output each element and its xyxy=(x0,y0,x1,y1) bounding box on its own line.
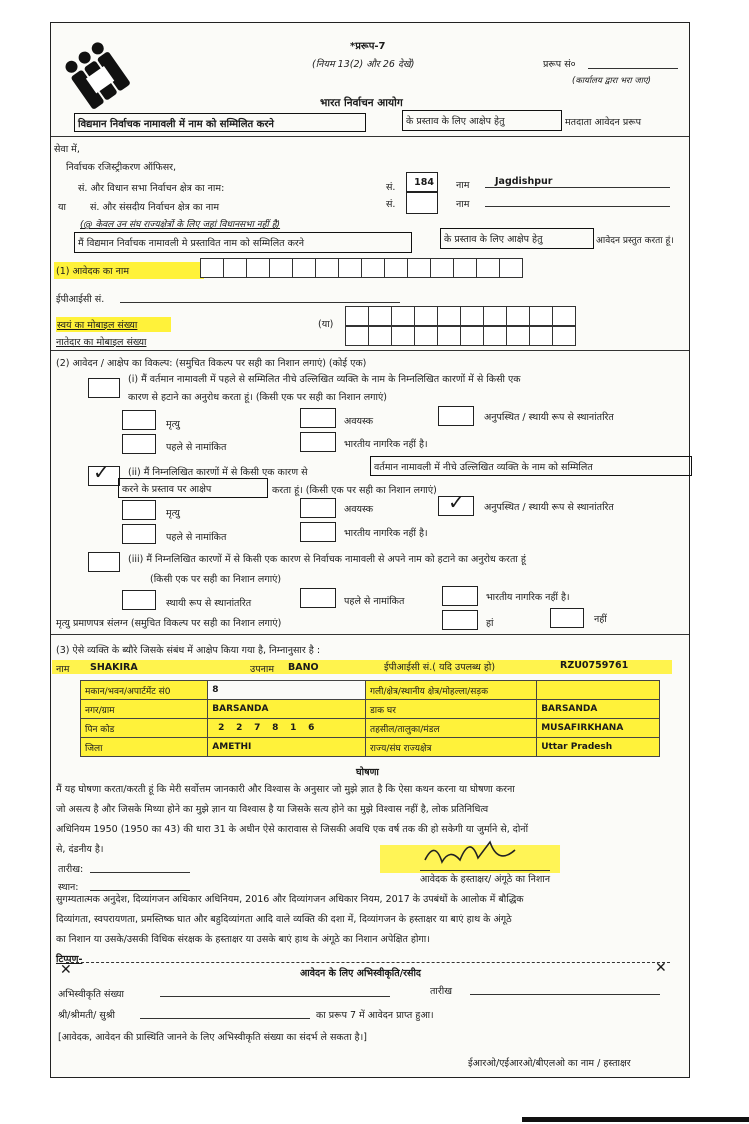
addressee-to: सेवा में, xyxy=(54,144,80,155)
option-2-text-b: वर्तमान नामावली में नीचे उल्लिखित व्यक्ति के नाम को सम्मिलित xyxy=(370,456,692,476)
person-heading: (3) ऐसे व्यक्ति के ब्यौरे जिसके संबंध में आक्षेप किया गया है, निम्नानुसार है : xyxy=(56,645,321,656)
receipt-date-label: तारीख xyxy=(430,986,452,997)
declaration-part3: आवेदन प्रस्तुत करता हूं। xyxy=(596,236,674,246)
pin-digit: 7 xyxy=(254,723,261,733)
death-cert-yes-label: हां xyxy=(486,618,494,629)
o1-minor-checkbox[interactable] xyxy=(300,408,336,428)
o1-already-checkbox[interactable] xyxy=(122,434,156,454)
death-cert-no-label: नहीं xyxy=(594,614,607,625)
o1-absent-label: अनुपस्थित / स्थायी रूप से स्थानांतरित xyxy=(484,412,614,423)
option-1-checkbox[interactable] xyxy=(88,378,120,398)
accessibility-line-1: सुगम्यतात्मक अनुदेश, दिव्यांगजन अधिकार अधिनियम, 2016 और दिव्यांगजन अधिकार नियम, 2017 के उपबंधों के आलोक में बौद्धिक xyxy=(56,894,524,905)
o3-already-label: पहले से नामांकित xyxy=(344,596,405,607)
street-value[interactable] xyxy=(537,681,660,700)
mobile-label: स्वयं का मोबाइल संख्या xyxy=(56,317,171,332)
tehsil-label: तहसील/तालुका/मंडल xyxy=(365,719,536,738)
parliament-name-field[interactable] xyxy=(485,206,670,207)
ack-no-label: अभिस्वीकृति संख्या xyxy=(58,989,124,1000)
option-3-text-2: (किसी एक पर सही का निशान लगाएं) xyxy=(150,574,282,585)
assembly-no-field[interactable]: 184 xyxy=(406,172,438,192)
pin-digit: 2 xyxy=(218,723,225,733)
declaration-part2: के प्रस्ताव के लिए आक्षेप हेतु xyxy=(440,228,594,249)
options-heading: (2) आवेदन / आक्षेप का विकल्प: (समुचित विकल्प पर सही का निशान लगाएं) (कोई एक) xyxy=(56,358,367,369)
post-label: डाक घर xyxy=(365,700,536,719)
parliament-name-label: नाम xyxy=(456,199,470,210)
pin-digit: 1 xyxy=(290,723,297,733)
declaration-line-1: मैं यह घोषणा करता/करती हूं कि मेरी सर्वोत्तम जानकारी और विश्वास के अनुसार जो मुझे ज्ञात है कि ऐसा कथन करना या घोषणा करना xyxy=(56,784,515,795)
commission-name: भारत निर्वाचन आयोग xyxy=(320,97,403,109)
declaration-line-3: अधिनियम 1950 (1950 का 43) की धारा 31 के अधीन ऐसे कारावास से जिसकी अवधि एक वर्ष तक की हो सकेगी या जुर्माने से, दोनों xyxy=(56,824,529,835)
district-label: जिला xyxy=(81,738,208,757)
divider xyxy=(51,136,689,137)
o1-death-checkbox[interactable] xyxy=(122,410,156,430)
state-label: राज्य/संघ राज्यक्षेत्र xyxy=(365,738,536,757)
o2-citizen-checkbox[interactable] xyxy=(300,522,336,542)
date-label: तारीख: xyxy=(58,864,84,875)
office-note: (कार्यालय द्वारा भरा जाए) xyxy=(572,76,651,86)
assembly-name-field[interactable]: Jagdishpur xyxy=(485,176,670,188)
accessibility-line-2: दिव्यांगता, स्वपरायणता, प्रमस्तिष्क घात और बहुदिव्यांगता आदि वाले व्यक्ति की दशा में, दिव्यांगजन के हस्ताक्षर या बाएं हाथ के अंगूठे xyxy=(56,914,512,925)
divider xyxy=(51,350,689,351)
signature-label: आवेदक के हस्ताक्षर/ अंगूठे का निशान xyxy=(420,870,550,885)
place-label: स्थान: xyxy=(58,882,79,893)
title-part2: के प्रस्ताव के लिए आक्षेप हेतु xyxy=(402,110,562,131)
town-label: नगर/ग्राम xyxy=(81,700,208,719)
applicant-signature xyxy=(420,830,530,875)
house-label: मकान/भवन/अपार्टमेंट सं0 xyxy=(81,681,208,700)
pin-digit: 2 xyxy=(236,723,243,733)
death-cert-yes-checkbox[interactable] xyxy=(442,610,478,630)
option-2-text-a: (ii) मैं निम्नलिखित कारणों में से किसी एक कारण से xyxy=(128,467,308,478)
recipient-field[interactable] xyxy=(140,1018,310,1019)
relative-mobile-label: नातेदार का मोबाइल संख्या xyxy=(56,337,147,348)
recipient-label: श्री/श्रीमती/ सुश्री xyxy=(58,1010,115,1021)
eci-logo xyxy=(62,42,132,112)
scissors-icon: ✕ xyxy=(60,962,72,978)
death-cert-no-checkbox[interactable] xyxy=(550,608,584,628)
o2-minor-checkbox[interactable] xyxy=(300,498,336,518)
o2-death-label: मृत्यु xyxy=(166,508,180,519)
or-label: या xyxy=(58,202,66,213)
o1-citizen-label: भारतीय नागरिक नहीं है। xyxy=(344,439,428,450)
parliament-no-field[interactable] xyxy=(406,192,438,214)
state-value[interactable]: Uttar Pradesh xyxy=(537,738,660,757)
o2-already-checkbox[interactable] xyxy=(122,524,156,544)
place-field[interactable] xyxy=(90,890,190,891)
o2-absent-tick-icon: ✓ xyxy=(448,490,465,514)
o1-absent-checkbox[interactable] xyxy=(438,406,474,426)
house-value[interactable]: 8 xyxy=(208,681,366,700)
declaration-heading: घोषणा xyxy=(356,767,379,778)
person-name-value[interactable]: SHAKIRA xyxy=(90,662,138,673)
death-cert-label: मृत्यु प्रमाणपत्र संलग्न (समुचित विकल्प पर सही का निशान लगाएं) xyxy=(56,618,282,629)
divider xyxy=(51,634,689,635)
parliament-label: सं. और संसदीय निर्वाचन क्षेत्र का नाम xyxy=(90,202,220,213)
o3-shifted-checkbox[interactable] xyxy=(122,590,156,610)
ack-no-field[interactable] xyxy=(160,996,390,997)
option-1-text-2: कारण से हटाने का अनुरोध करता हूं। (किसी एक पर सही का निशान लगाएं) xyxy=(128,392,387,403)
cut-line xyxy=(66,962,670,963)
applicant-name-label: (1) आवेदक का नाम xyxy=(54,262,204,279)
o2-already-label: पहले से नामांकित xyxy=(166,532,227,543)
officer-label: निर्वाचक रजिस्ट्रीकरण ऑफिसर, xyxy=(66,162,177,173)
address-table xyxy=(80,680,660,757)
o1-minor-label: अवयस्क xyxy=(344,416,374,427)
street-label: गली/क्षेत्र/स्थानीय क्षेत्र/मोहल्ला/सड़क xyxy=(365,681,536,700)
ut-note: (@ केवल उन संघ राज्यक्षेत्रों के लिए जहां विधानसभा नहीं है) xyxy=(80,220,281,230)
form-no-label: प्ररूप सं० xyxy=(543,59,576,70)
o2-citizen-label: भारतीय नागरिक नहीं है। xyxy=(344,528,428,539)
received-text: का प्ररूप 7 में आवेदन प्राप्त हुआ। xyxy=(316,1010,434,1021)
surname-label: उपनाम xyxy=(250,664,275,675)
town-value[interactable]: BARSANDA xyxy=(208,700,366,719)
epic-label: ईपीआईसी सं. xyxy=(56,294,105,305)
district-value[interactable]: AMETHI xyxy=(208,738,366,757)
officer-sign-label: ईआरओ/एईआरओ/बीएलओ का नाम / हस्ताक्षर xyxy=(468,1058,631,1069)
option-3-checkbox[interactable] xyxy=(88,552,120,572)
person-epic-value[interactable]: RZU0759761 xyxy=(560,660,629,671)
option-1-text: (i) मैं वर्तमान नामावली में पहले से सम्मिलित नीचे उल्लिखित व्यक्ति के नाम के निम्नलिखित कारणों में से किसी एक xyxy=(128,374,521,385)
declaration-line-2: जो असत्य है और जिसके मिथ्या होने का मुझे ज्ञान या विश्वास है या जिसके सत्य होने का मुझे विश्वास नहीं है, लोक प्रतिनिधित्व xyxy=(56,804,489,815)
declaration-part1: मैं विद्यमान निर्वाचक नामावली मे प्रस्तावित नाम को सम्मिलित करने xyxy=(74,232,412,253)
rule-reference: (नियम 13(2) और 26 देखें) xyxy=(312,59,415,70)
o2-absent-label: अनुपस्थित / स्थायी रूप से स्थानांतरित xyxy=(484,502,614,513)
scissors-icon: ✕ xyxy=(655,960,667,976)
mobile-cells[interactable] xyxy=(345,306,575,326)
o3-shifted-label: स्थायी रूप से स्थानांतरित xyxy=(166,598,252,609)
date-field[interactable] xyxy=(90,872,190,873)
receipt-title: आवेदन के लिए अभिस्वीकृति/रसीद xyxy=(300,968,421,979)
o2-death-checkbox[interactable] xyxy=(122,500,156,520)
post-value[interactable]: BARSANDA xyxy=(537,700,660,719)
receipt-date-field[interactable] xyxy=(470,994,660,995)
person-epic-label: ईपीआईसी सं.( यदि उपलब्ध हो) xyxy=(384,662,496,673)
o3-citizen-label: भारतीय नागरिक नहीं है। xyxy=(486,592,570,603)
or-label-mobile: (या) xyxy=(318,319,334,330)
status-note: [आवेदक, आवेदन की प्रास्थिति जानने के लिए अभिस्वीकृति संख्या का संदर्भ ले सकता है।] xyxy=(58,1032,367,1043)
note-label: टिप्पण- xyxy=(56,954,83,965)
form-label: *प्ररूप-7 xyxy=(350,41,386,52)
tehsil-value[interactable]: MUSAFIRKHANA xyxy=(537,719,660,738)
assembly-label: सं. और विधान सभा निर्वाचन क्षेत्र का नाम: xyxy=(78,183,225,194)
option-2-text-c: करने के प्रस्ताव पर आक्षेप xyxy=(118,478,268,498)
surname-value[interactable]: BANO xyxy=(288,662,319,673)
o1-death-label: मृत्यु xyxy=(166,419,180,430)
o3-already-checkbox[interactable] xyxy=(300,588,336,608)
o3-citizen-checkbox[interactable] xyxy=(442,586,478,606)
title-part3: मतदाता आवेदन प्ररूप xyxy=(565,117,642,128)
applicant-name-cells[interactable] xyxy=(200,258,522,278)
pin-digit: 6 xyxy=(308,723,315,733)
option-2-text-d: करता हूं। (किसी एक पर सही का निशान लगाएं) xyxy=(272,485,437,496)
epic-field[interactable] xyxy=(120,302,400,303)
o2-minor-label: अवयस्क xyxy=(344,504,374,515)
o1-already-label: पहले से नामांकित xyxy=(166,442,227,453)
pin-digit: 8 xyxy=(272,723,279,733)
option-2-tick-icon: ✓ xyxy=(93,460,110,484)
declaration-line-4: से, दंडनीय है। xyxy=(56,844,104,855)
option-3-text: (iii) मैं निम्नलिखित कारणों में से किसी एक कारण से निर्वाचक नामावली से अपने नाम को हटाने का अनुरोध करता हूं xyxy=(128,554,526,565)
pin-value[interactable] xyxy=(208,719,366,738)
assembly-name-label: नाम xyxy=(456,180,470,191)
form-no-field[interactable] xyxy=(588,68,678,69)
pin-label: पिन कोड xyxy=(81,719,208,738)
accessibility-line-3: का निशान या उसके/उसकी विधिक संरक्षक के हस्ताक्षर या उसके बाएं हाथ के अंगूठे का निशान अपेक्षित होगा। xyxy=(56,934,430,945)
o1-citizen-checkbox[interactable] xyxy=(300,432,336,452)
relative-mobile-cells[interactable] xyxy=(345,326,575,346)
page-edge xyxy=(522,1117,749,1122)
parliament-no-label: सं. xyxy=(386,199,396,210)
title-part1: विद्यमान निर्वाचक नामावली में नाम को सम्मिलित करने xyxy=(74,113,366,132)
person-name-label: नाम xyxy=(56,664,70,675)
assembly-no-label: सं. xyxy=(386,182,396,193)
